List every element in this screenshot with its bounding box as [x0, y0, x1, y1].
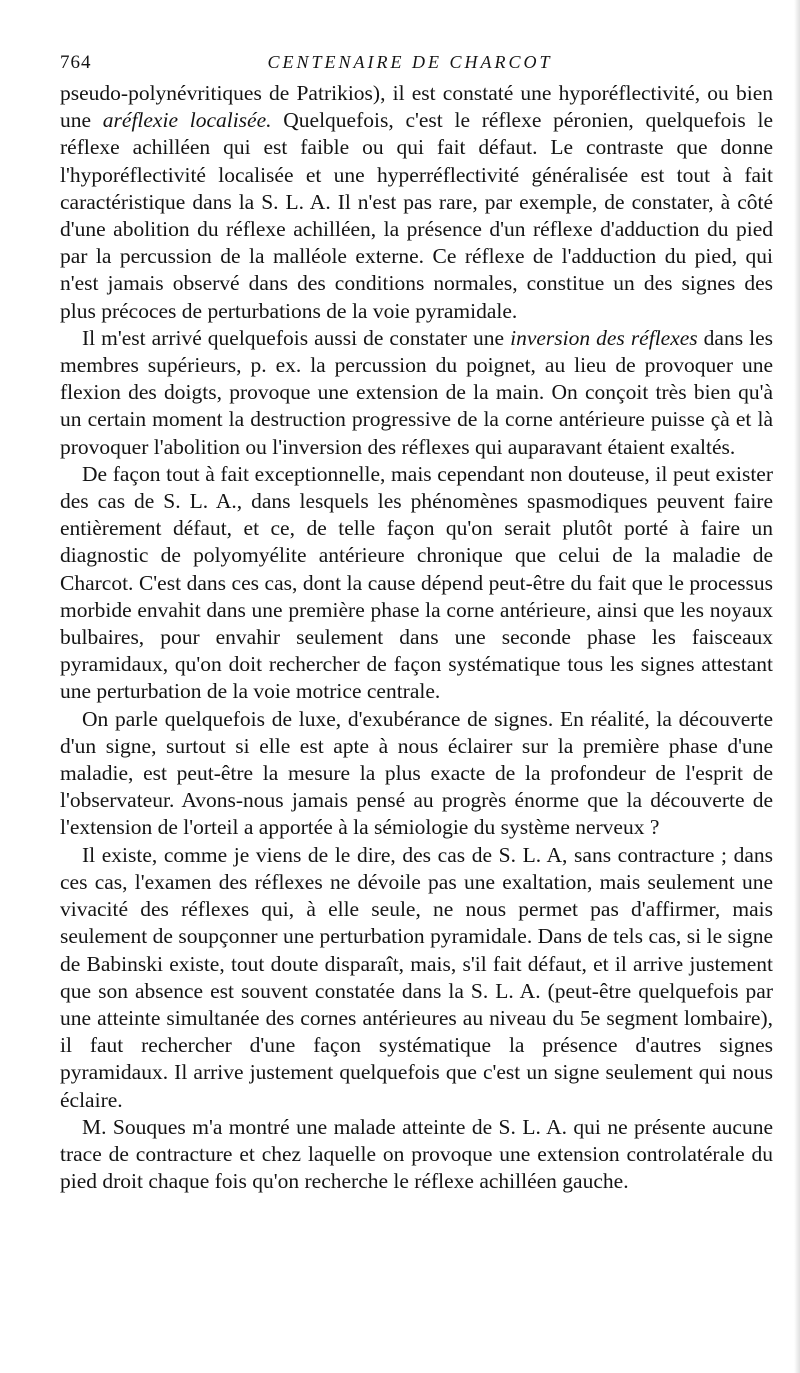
paragraph [60, 706, 773, 842]
paragraph [60, 461, 773, 706]
text-run: On parle quelquefois de luxe, d'exubérance de signes. En réalité, la découverte d'un signe, surtout si elle est apte à nous éclairer sur la première phase d'une maladie, est peut-être la mesure la plus exacte de la profondeur de l'esprit de l'observateur. Avons-nous jamais pensé au progrès énorme que la découverte de l'extension de l'orteil a apportée à la sémiologie du système nerveux ? [60, 706, 773, 840]
text-run: Quelquefois, c'est le réflexe péronien, quelquefois le réflexe achilléen qui est faible ou qui fait défaut. Le contraste que donne l'hyporéflectivité localisée et une hyperréflectivité généralisée est tout à fait caractéristique dans la S. L. A. Il n'est pas rare, par exemple, de constater, à côté d'une abolition du réflexe achilléen, la présence d'un réflexe d'adduction du pied par la percussion de la malléole externe. Ce réflexe de l'adduction du pied, qui n'est jamais observé dans des conditions normales, constitue un des signes des plus précoces de perturbations de la voie pyramidale. [60, 108, 773, 323]
scan-edge-shadow [794, 0, 800, 1373]
text-run: De façon tout à fait exceptionnelle, mais cependant non douteuse, il peut exister des cas de S. L. A., dans lesquels les phénomènes spasmodiques peuvent faire entièrement défaut, et ce, de telle façon qu'on serait plutôt porté à faire un diagnostic de polyomyélite antérieure chronique que celui de la maladie de Charcot. C'est dans ces cas, dont la cause dépend peut-être du fait que le processus morbide envahit dans une première phase la corne antérieure, ainsi que les noyaux bulbaires, pour envahir seulement dans une seconde phase les faisceaux pyramidaux, qu'on doit rechercher de façon systématique tous les signes attestant une perturbation de la voie motrice centrale. [60, 461, 773, 704]
text-run: M. Souques m'a montré une malade atteinte de S. L. A. qui ne présente aucune trace de contracture et chez laquelle on provoque une extension controlatérale du pied droit chaque fois qu'on recherche le réflexe achilléen gauche. [60, 1114, 773, 1194]
body-text [60, 80, 773, 1195]
paragraph [60, 325, 773, 461]
paragraph [60, 80, 773, 325]
text-run: dans les membres supérieurs, p. ex. la percussion du poignet, au lieu de provoquer une flexion des doigts, provoque une extension de la main. On conçoit très bien qu'à un certain moment la destruction progressive de la corne antérieure puisse çà et là provoquer l'abolition ou l'inversion des réflexes qui auparavant étaient exaltés. [60, 325, 773, 459]
paragraph [60, 1114, 773, 1196]
emphasis-text: inversion des réflexes [510, 325, 698, 350]
page-number: 764 [60, 52, 92, 73]
text-run: Il existe, comme je viens de le dire, des cas de S. L. A, sans contracture ; dans ces cas, l'examen des réflexes ne dévoile pas une exaltation, mais seulement une vivacité des réflexes qui, à elle seule, ne nous permet pas d'affirmer, mais seulement de soupçonner une perturbation pyramidale. Dans de tels cas, si le signe de Babinski existe, tout doute disparaît, mais, s'il fait défaut, et il arrive justement que son absence est souvent constatée dans la S. L. A. (peut-être quelquefois par une atteinte simultanée des cornes antérieures au niveau du 5e segment lombaire), il faut rechercher d'une façon systématique la présence d'autres signes pyramidaux. Il arrive justement quelquefois que c'est un signe seulement qui nous éclaire. [60, 842, 773, 1112]
running-title: CENTENAIRE DE CHARCOT [267, 52, 553, 72]
paragraph [60, 842, 773, 1114]
text-run: Il m'est arrivé quelquefois aussi de constater une [82, 325, 511, 350]
text-run: pseudo-polynévritiques de Patrikios), il est constaté une hyporéflectivité, ou bien une [60, 81, 773, 133]
emphasis-text: aréflexie localisée. [102, 108, 272, 133]
page-header [60, 52, 760, 78]
